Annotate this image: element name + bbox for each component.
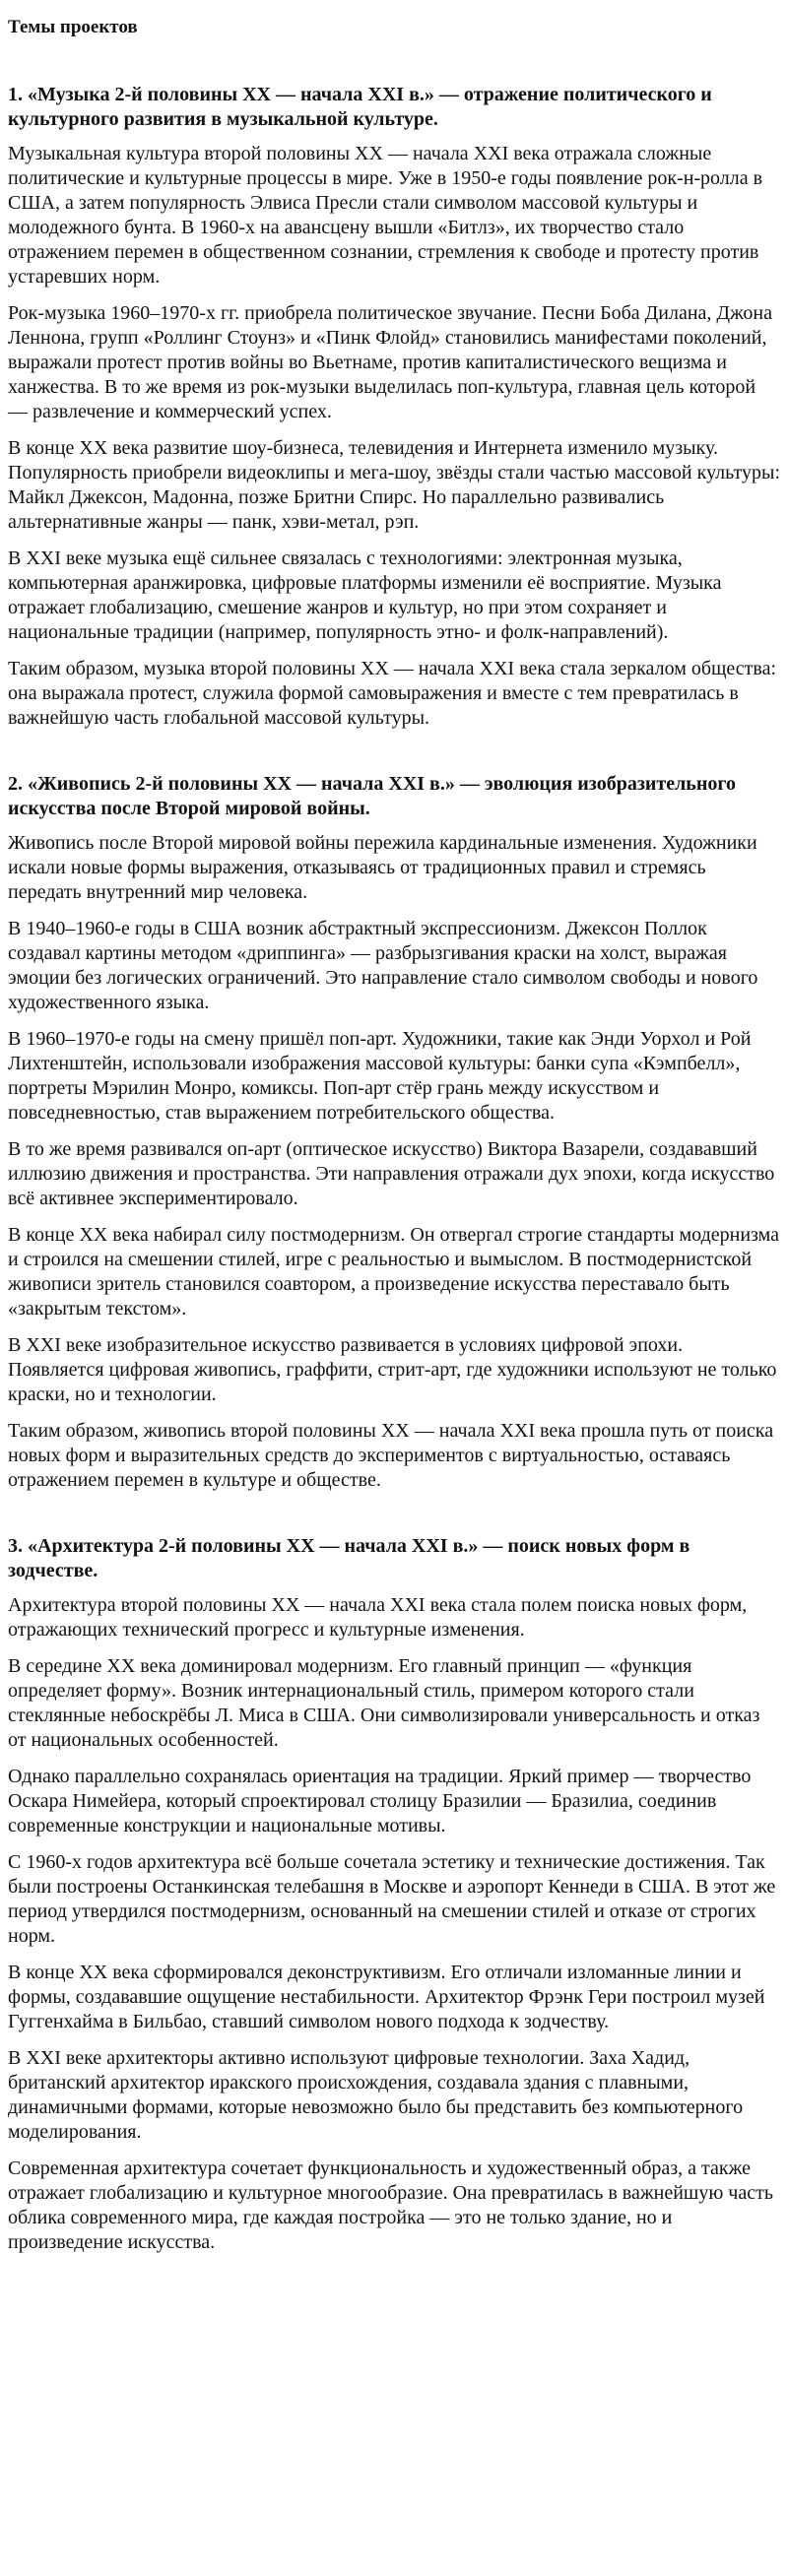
paragraph: В середине XX века доминировал модернизм. Его главный принцип — «функция определяет форму». Возник интернациональный стиль, примером которого стали стеклянные небоскрёбы Л. Миса в США. Они символизировали универсальность и отказ от национальных особенностей.: [8, 1655, 760, 1751]
paragraph: В конце XX века набирал силу постмодернизм. Он отвергал строгие стандарты модернизма и строился на смешении стилей, игре с реальностью и вымыслом. В постмодернистской живописи зритель становился соавтором, а произведение искусства переставало быть «закрытым текстом».: [8, 1224, 780, 1320]
document-content: [8, 16, 780, 2255]
section-painting: [8, 772, 780, 1493]
paragraph: Рок-музыка 1960–1970-х гг. приобрела политическое звучание. Песни Боба Дилана, Джона Леннона, групп «Роллинг Стоунз» и «Пинк Флойд» становились манифестами поколений, выражали протест против войны во Вьетнаме, против капиталистического вещизма и ханжества. В то же время из рок-музыки выделилась поп-культура, главная цель которой — развлечение и коммерческий успех.: [8, 302, 772, 422]
paragraph: В 1960–1970-е годы на смену пришёл поп-арт. Художники, такие как Энди Уорхол и Рой Лихтенштейн, использовали изображения массовой культуры: банки супа «Кэмпбелл», портреты Мэрилин Монро, комиксы. Поп-арт стёр грань между искусством и повседневностью, став выражением потребительского общества.: [8, 1028, 752, 1124]
section-music: [8, 83, 780, 731]
paragraph: Однако параллельно сохранялась ориентация на традиции. Яркий пример — творчество Оскара Нимейера, который спроектировал столицу Бразилии — Бразилиа, соединив современные конструкции и национальные мотивы.: [8, 1766, 752, 1836]
paragraph: В конце XX века развитие шоу-бизнеса, телевидения и Интернета изменило музыку. Популярность приобрели видеоклипы и мега-шоу, звёзды стали частью массовой культуры: Майкл Джексон, Мадонна, позже Бритни Спирс. Но параллельно развивались альтернативные жанры — панк, хэви-метал, рэп.: [8, 437, 780, 533]
paragraph: В конце XX века сформировался деконструктивизм. Его отличали изломанные линии и формы, создававшие ощущение нестабильности. Архитектор Фрэнк Гери построил музей Гуггенхайма в Бильбао, ставший символом нового подхода к зодчеству.: [8, 1962, 765, 2032]
section-heading: 2. «Живопись 2-й половины XX — начала XXI в.» — эволюция изобразительного искусства после Второй мировой войны.: [8, 773, 736, 819]
section-architecture: [8, 1534, 780, 2255]
paragraph: В XXI веке изобразительное искусство развивается в условиях цифровой эпохи. Появляется цифровая живопись, граффити, стрит-арт, где художники используют не только краски, но и технологии.: [8, 1334, 777, 1405]
paragraph: В то же время развивался оп-арт (оптическое искусство) Виктора Вазарели, создававший иллюзию движения и пространства. Эти направления отражали дух эпохи, когда искусство всё активнее экспериментировало.: [8, 1138, 775, 1209]
paragraph: В XXI веке музыка ещё сильнее связалась с технологиями: электронная музыка, компьютерная аранжировка, цифровые платформы изменили её восприятие. Музыка отражает глобализацию, смешение жанров и культур, но при этом сохраняет и национальные традиции (например, популярность этно- и фолк-направлений).: [8, 547, 722, 643]
paragraph: В XXI веке архитекторы активно используют цифровые технологии. Заха Хадид, британский архитектор иракского происхождения, создавала здания с плавными, динамичными формами, которые невозможно было бы представить без компьютерного моделирования.: [8, 2047, 744, 2143]
paragraph: Живопись после Второй мировой войны пережила кардинальные изменения. Художники искали новые формы выражения, отказываясь от традиционных правил и стремясь передать внутренний мир человека.: [8, 832, 757, 903]
paragraph: В 1940–1960-е годы в США возник абстрактный экспрессионизм. Джексон Поллок создавал картины методом «дриппинга» — разбрызгивания краски на холст, выражая эмоции без логических ограничений. Это направление стало символом свободы и нового художественного языка.: [8, 918, 758, 1013]
paragraph: Таким образом, музыка второй половины XX — начала XXI века стала зеркалом общества: она выражала протест, служила формой самовыражения и вместе с тем превратилась в важнейшую часть глобальной массовой культуры.: [8, 658, 777, 729]
paragraph: Современная архитектура сочетает функциональность и художественный образ, а также отражает глобализацию и культурное многообразие. Она превратилась в важнейшую часть облика современного мира, где каждая постройка — это не только здание, но и произведение искусства.: [8, 2157, 773, 2253]
section-heading: 1. «Музыка 2-й половины XX — начала XXI в.» — отражение политического и культурного развития в музыкальной культуре.: [8, 84, 712, 130]
section-heading: 3. «Архитектура 2-й половины XX — начала XXI в.» — поиск новых форм в зодчестве.: [8, 1535, 690, 1581]
paragraph: Архитектура второй половины XX — начала XXI века стала полем поиска новых форм, отражающих технический прогресс и культурные изменения.: [8, 1594, 748, 1641]
paragraph: Таким образом, живопись второй половины XX — начала XXI века прошла путь от поиска новых форм и выразительных средств до экспериментов с виртуальностью, оставаясь отражением перемен в культуре и обществе.: [8, 1420, 774, 1491]
paragraph: Музыкальная культура второй половины XX — начала XXI века отражала сложные политические и культурные процессы в мире. Уже в 1950-е годы появление рок-н-ролла в США, а затем популярность Элвиса Пресли стали символом массовой культуры и молодежного бунта. В 1960-х на авансцену вышли «Битлз», их творчество стало отражением перемен в общественном сознании, стремления к свободе и протесту против устаревших норм.: [8, 143, 763, 288]
document-title: Темы проектов: [8, 17, 138, 37]
paragraph: С 1960-х годов архитектура всё больше сочетала эстетику и технические достижения. Так были построены Останкинская телебашня в Москве и аэропорт Кеннеди в США. В этот же период утвердился постмодернизм, основанный на смешении стилей и отказе от строгих норм.: [8, 1851, 776, 1947]
